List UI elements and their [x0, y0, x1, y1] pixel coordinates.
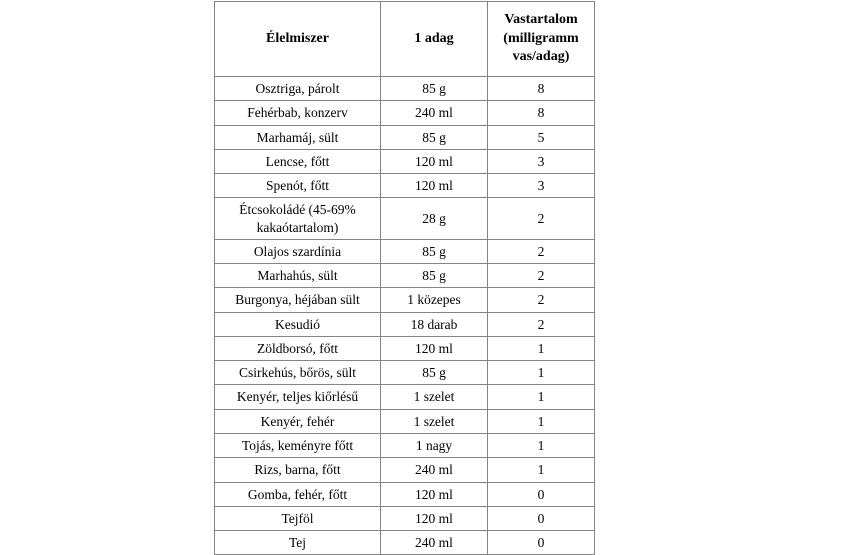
cell-food: Spenót, főtt	[215, 174, 381, 198]
cell-serving: 85 g	[381, 77, 488, 101]
table-row	[215, 174, 595, 198]
cell-serving: 120 ml	[381, 482, 488, 506]
cell-iron: 1	[488, 433, 595, 457]
cell-food-line2: kakaótartalom)	[256, 219, 339, 235]
table-row	[215, 312, 595, 336]
cell-iron: 1	[488, 385, 595, 409]
cell-iron: 1	[488, 409, 595, 433]
table-row	[215, 288, 595, 312]
cell-food: Olajos szardínia	[215, 239, 381, 263]
cell-iron: 2	[488, 288, 595, 312]
cell-serving: 240 ml	[381, 531, 488, 555]
table-row	[215, 336, 595, 360]
table-row	[215, 361, 595, 385]
cell-serving: 85 g	[381, 264, 488, 288]
cell-serving: 240 ml	[381, 101, 488, 125]
cell-iron: 1	[488, 361, 595, 385]
table-row	[215, 198, 595, 240]
cell-food: Gomba, fehér, főtt	[215, 482, 381, 506]
table-row	[215, 101, 595, 125]
cell-serving: 18 darab	[381, 312, 488, 336]
cell-food: Burgonya, héjában sült	[215, 288, 381, 312]
table-row	[215, 239, 595, 263]
cell-food: Osztriga, párolt	[215, 77, 381, 101]
cell-iron: 0	[488, 531, 595, 555]
table-body	[215, 77, 595, 555]
cell-iron: 8	[488, 77, 595, 101]
cell-iron: 2	[488, 312, 595, 336]
cell-food: Tejföl	[215, 506, 381, 530]
iron-content-table	[214, 1, 595, 555]
table-row	[215, 385, 595, 409]
table-row	[215, 409, 595, 433]
cell-serving: 85 g	[381, 239, 488, 263]
cell-iron: 2	[488, 198, 595, 240]
column-header-food: Élelmiszer	[215, 2, 381, 77]
cell-iron: 0	[488, 506, 595, 530]
cell-food: Kenyér, fehér	[215, 409, 381, 433]
cell-food: Kenyér, teljes kiőrlésű	[215, 385, 381, 409]
table-header-row	[215, 2, 595, 77]
cell-serving: 120 ml	[381, 149, 488, 173]
cell-food: Zöldborsó, főtt	[215, 336, 381, 360]
cell-food-line1: Étcsokoládé (45-69%	[239, 202, 356, 218]
cell-food	[215, 198, 381, 240]
table-row	[215, 264, 595, 288]
cell-iron: 1	[488, 336, 595, 360]
cell-serving: 1 közepes	[381, 288, 488, 312]
table-row	[215, 482, 595, 506]
column-header-iron-line2: (milligramm	[503, 30, 579, 46]
cell-serving: 1 szelet	[381, 409, 488, 433]
cell-serving: 120 ml	[381, 174, 488, 198]
cell-iron: 3	[488, 174, 595, 198]
cell-food: Tej	[215, 531, 381, 555]
cell-iron: 0	[488, 482, 595, 506]
table-row	[215, 506, 595, 530]
cell-serving: 85 g	[381, 125, 488, 149]
cell-food: Lencse, főtt	[215, 149, 381, 173]
cell-serving: 28 g	[381, 198, 488, 240]
column-header-iron-line3: vas/adag)	[512, 49, 570, 65]
cell-serving: 85 g	[381, 361, 488, 385]
cell-food: Fehérbab, konzerv	[215, 101, 381, 125]
cell-food: Kesudió	[215, 312, 381, 336]
cell-iron: 1	[488, 458, 595, 482]
column-header-serving: 1 adag	[381, 2, 488, 77]
cell-food: Tojás, keményre főtt	[215, 433, 381, 457]
cell-food: Rizs, barna, főtt	[215, 458, 381, 482]
cell-food: Csirkehús, bőrös, sült	[215, 361, 381, 385]
table-row	[215, 433, 595, 457]
cell-serving: 1 szelet	[381, 385, 488, 409]
cell-iron: 8	[488, 101, 595, 125]
table-row	[215, 458, 595, 482]
cell-serving: 1 nagy	[381, 433, 488, 457]
cell-iron: 5	[488, 125, 595, 149]
table-row	[215, 531, 595, 555]
cell-serving: 120 ml	[381, 506, 488, 530]
cell-iron: 2	[488, 239, 595, 263]
cell-food: Marhamáj, sült	[215, 125, 381, 149]
table-row	[215, 125, 595, 149]
table-row	[215, 77, 595, 101]
cell-iron: 3	[488, 149, 595, 173]
table-row	[215, 149, 595, 173]
table-header	[215, 2, 595, 77]
cell-serving: 120 ml	[381, 336, 488, 360]
column-header-iron	[488, 2, 595, 77]
cell-iron: 2	[488, 264, 595, 288]
cell-serving: 240 ml	[381, 458, 488, 482]
cell-food: Marhahús, sült	[215, 264, 381, 288]
column-header-iron-line1: Vastartalom	[504, 12, 578, 28]
